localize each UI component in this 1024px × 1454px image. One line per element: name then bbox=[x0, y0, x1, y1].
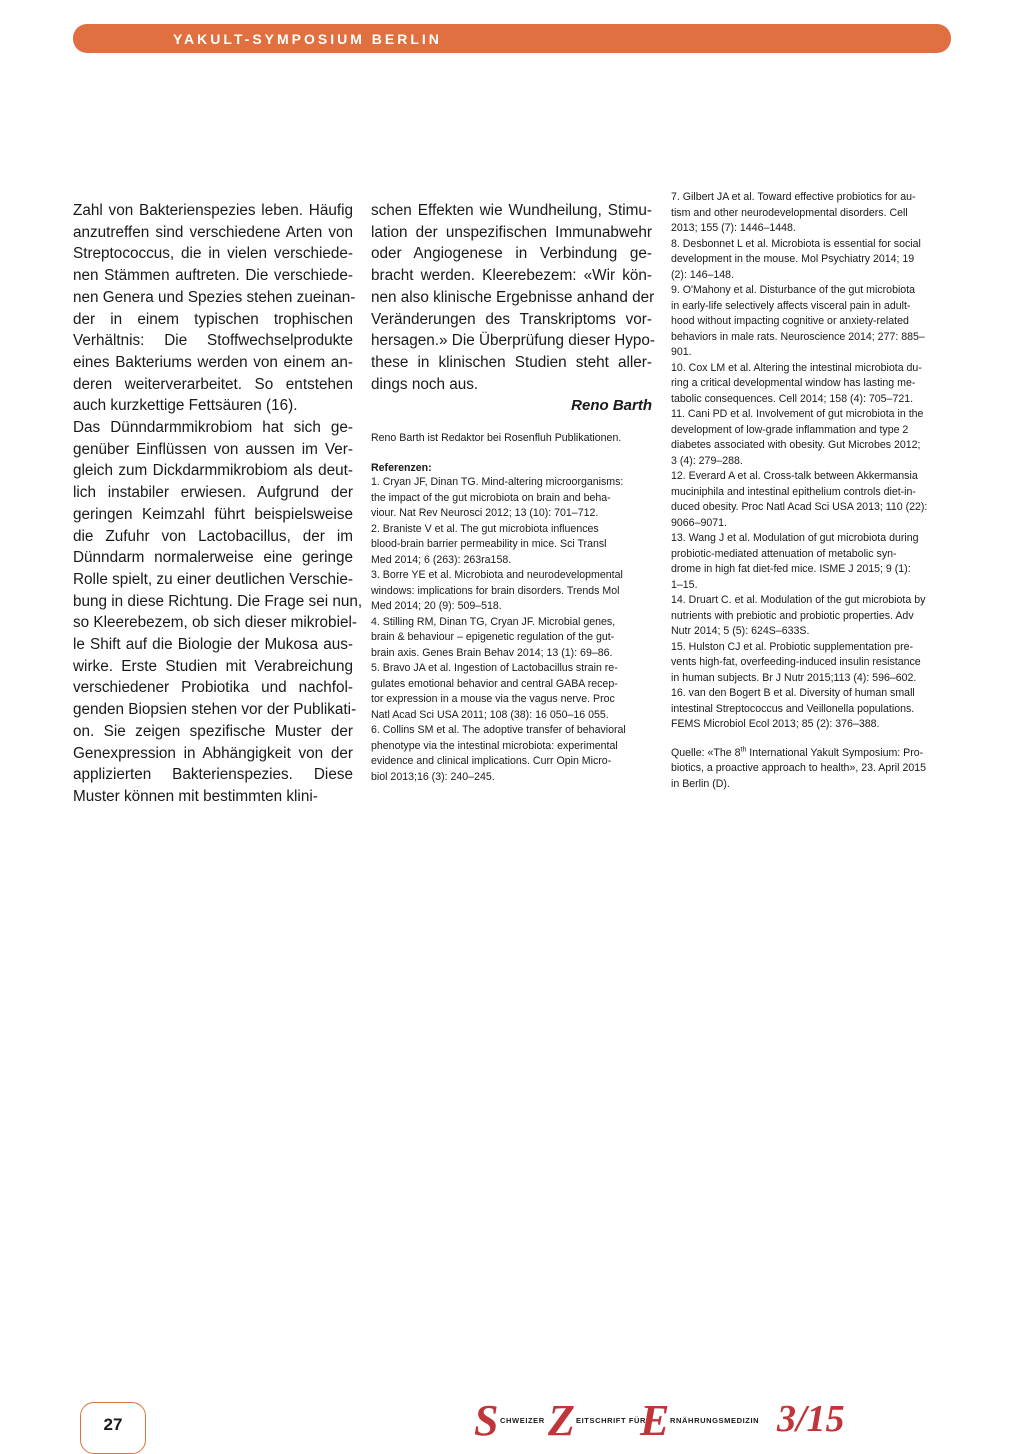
paragraph-3 bbox=[371, 200, 656, 395]
reference-line: nutrients with prebiotic and probiotic properties. Adv bbox=[671, 609, 914, 622]
text-line: nen also klinische Ergebnisse anhand der bbox=[371, 288, 655, 306]
article-column-2 bbox=[371, 200, 656, 785]
reference-item bbox=[671, 686, 950, 733]
reference-line: brain axis. Genes Brain Behav 2014; 13 (1): 69–86. bbox=[371, 646, 613, 659]
reference-line: 9. O'Mahony et al. Disturbance of the gut microbiota bbox=[671, 284, 916, 296]
reference-line: 11. Cani PD et al. Involvement of gut microbiota in the bbox=[671, 408, 924, 420]
text-line: so Kleerebezem, ob sich dieser mikrobiel- bbox=[73, 614, 357, 632]
text-line: on. Sie zeigen spezifische Muster der bbox=[73, 722, 353, 740]
reference-line: duced obesity. Proc Natl Acad Sci USA 2013; 110 (22): bbox=[671, 501, 928, 513]
reference-line: 7. Gilbert JA et al. Toward effective probiotics for au- bbox=[671, 191, 916, 203]
reference-line: Med 2014; 20 (9): 509–518. bbox=[371, 600, 502, 613]
text-line: le Shift auf die Biologie der Mukosa aus- bbox=[73, 636, 353, 654]
source-pre: Quelle: «The 8 bbox=[671, 746, 741, 759]
reference-item bbox=[371, 475, 652, 522]
reference-item bbox=[671, 531, 950, 593]
reference-line: 3 (4): 279–288. bbox=[671, 454, 743, 467]
header-bar bbox=[73, 24, 951, 53]
reference-line: 2013; 155 (7): 1446–1448. bbox=[671, 222, 796, 234]
reference-line: ring a critical developmental window has lasting me- bbox=[671, 377, 916, 389]
journal-letter-z: Z bbox=[548, 1396, 575, 1445]
reference-line: windows: implications for brain disorders. Trends Mol bbox=[371, 584, 620, 597]
reference-line: tism and other neurodevelopmental disorders. Cell bbox=[671, 206, 908, 219]
text-line: lation der unspezifischen Immunabwehr bbox=[371, 223, 652, 241]
reference-line: evidence and clinical implications. Curr Opin Micro- bbox=[371, 755, 612, 768]
reference-item bbox=[671, 407, 950, 469]
text-line: Dünndarm normalerweise eine geringe bbox=[73, 549, 353, 567]
text-line: geringen Keimzahl führt beispielsweise bbox=[73, 505, 353, 523]
text-line: bung in diese Richtung. Die Frage sei nun, bbox=[73, 592, 363, 610]
page-number-box bbox=[80, 1402, 146, 1454]
text-line: deren weiterverarbeitet. So entstehen bbox=[73, 375, 353, 393]
reference-item bbox=[671, 640, 950, 687]
reference-line: probiotic-mediated attenuation of metabolic syn- bbox=[671, 547, 897, 560]
reference-item bbox=[371, 615, 652, 662]
text-line: these in klinischen Studien steht aller- bbox=[371, 353, 652, 371]
reference-line: hood without impacting cognitive or anxiety-related bbox=[671, 315, 909, 327]
reference-line: 5. Bravo JA et al. Ingestion of Lactobacillus strain re- bbox=[371, 662, 618, 675]
reference-line: blood-brain barrier permeability in mice. Sci Transl bbox=[371, 538, 607, 551]
reference-line: 16. van den Bogert B et al. Diversity of human small bbox=[671, 687, 915, 699]
author-note: Reno Barth ist Redaktor bei Rosenfluh Publikationen. bbox=[371, 432, 622, 445]
journal-word-2: EITSCHRIFT FÜR bbox=[576, 1416, 647, 1425]
text-line: genden Biopsien stehen vor der Publikati- bbox=[73, 701, 357, 719]
reference-line: gulates emotional behavior and central GABA recep- bbox=[371, 677, 618, 690]
reference-line: tabolic consequences. Cell 2014; 158 (4): 705–721. bbox=[671, 392, 914, 405]
reference-item bbox=[671, 469, 950, 531]
reference-item bbox=[671, 361, 950, 408]
text-line: eines Bakteriums werden von einem an- bbox=[73, 353, 353, 371]
reference-line: tor expression in a mouse via the vagus nerve. Proc bbox=[371, 693, 615, 706]
text-line: lich instabiler erwiesen. Aufgrund der bbox=[73, 484, 353, 502]
article-column-1 bbox=[73, 200, 363, 808]
reference-item bbox=[371, 568, 652, 615]
page-number: 27 bbox=[103, 1415, 123, 1434]
text-line: Das Dünndarmmikrobiom hat sich ge- bbox=[73, 419, 353, 437]
reference-line: 14. Druart C. et al. Modulation of the gut microbiota by bbox=[671, 594, 926, 606]
text-line: Streptococcus, die in vielen verschiede- bbox=[73, 245, 353, 263]
text-line: schen Effekten wie Wundheilung, Stimu- bbox=[371, 202, 652, 219]
text-line: nen Stämmen auftreten. Die verschiede- bbox=[73, 267, 353, 285]
reference-line: 3. Borre YE et al. Microbiota and neurodevelopmental bbox=[371, 569, 623, 582]
journal-letter-e: E bbox=[640, 1396, 670, 1445]
text-line: die Zufuhr von Lactobacillus, der im bbox=[73, 527, 353, 545]
reference-item bbox=[371, 723, 652, 785]
text-line: applizierten Bakterienspezies. Diese bbox=[73, 766, 353, 784]
paragraph-1 bbox=[73, 200, 356, 417]
reference-line: phenotype via the intestinal microbiota: experimental bbox=[371, 739, 618, 752]
text-line: der in einem typischen trophischen bbox=[73, 310, 353, 328]
text-line: Muster können mit bestimmten klini- bbox=[73, 787, 318, 805]
reference-line: viour. Nat Rev Neurosci 2012; 13 (10): 701–712. bbox=[371, 507, 599, 520]
header-title: YAKULT-SYMPOSIUM BERLIN bbox=[173, 31, 442, 47]
article-column-3 bbox=[671, 190, 950, 792]
reference-line: 8. Desbonnet L et al. Microbiota is essential for social bbox=[671, 237, 921, 250]
reference-line: Med 2014; 6 (263): 263ra158. bbox=[371, 553, 512, 566]
reference-line: 12. Everard A et al. Cross-talk between Akkermansia bbox=[671, 470, 918, 482]
reference-line: Nutr 2014; 5 (5): 624S–633S. bbox=[671, 625, 810, 637]
text-line: auch kurzkettige Fettsäuren (16). bbox=[73, 397, 298, 415]
text-line: anzutreffen sind verschiedene Arten von bbox=[73, 223, 353, 241]
reference-line: 6. Collins SM et al. The adoptive transfer of behavioral bbox=[371, 724, 626, 737]
source-post: International Yakult Symposium: Pro- bbox=[746, 746, 924, 759]
reference-line: 9066–9071. bbox=[671, 516, 727, 529]
reference-line: behaviors in male rats. Neuroscience 2014; 277: 885– bbox=[671, 330, 925, 343]
reference-line: diabetes associated with obesity. Gut Microbes 2012; bbox=[671, 439, 921, 451]
text-line: hersagen.» Die Überprüfung dieser Hypo- bbox=[371, 332, 656, 350]
reference-line: 13. Wang J et al. Modulation of gut microbiota during bbox=[671, 532, 919, 544]
text-line: genüber Einflüssen von aussen im Ver- bbox=[73, 440, 353, 458]
text-line: gleich zum Dickdarmmikrobiom als deut- bbox=[73, 462, 353, 480]
reference-item bbox=[371, 522, 652, 569]
reference-line: 2. Braniste V et al. The gut microbiota influences bbox=[371, 522, 599, 535]
text-line: bracht werden. Kleerebezem: «Wir kön- bbox=[371, 267, 652, 285]
reference-item bbox=[671, 237, 950, 284]
reference-item bbox=[371, 661, 652, 723]
reference-item bbox=[671, 283, 950, 361]
reference-line: 15. Hulston CJ et al. Probiotic supplementation pre- bbox=[671, 640, 914, 653]
journal-letter-s: S bbox=[474, 1396, 499, 1445]
reference-line: brain & behaviour – epigenetic regulation of the gut- bbox=[371, 631, 615, 644]
text-line: dings noch aus. bbox=[371, 375, 479, 393]
reference-item bbox=[671, 190, 950, 237]
reference-line: 901. bbox=[671, 346, 692, 358]
reference-line: biol 2013;16 (3): 240–245. bbox=[371, 770, 495, 783]
reference-line: 1. Cryan JF, Dinan TG. Mind-altering microorganisms: bbox=[371, 476, 624, 489]
source-line: in Berlin (D). bbox=[671, 777, 730, 790]
text-line: wirke. Erste Studien mit Verabreichung bbox=[73, 657, 353, 675]
reference-line: (2): 146–148. bbox=[671, 268, 735, 281]
issue-number: 3/15 bbox=[777, 1398, 845, 1440]
reference-list-1 bbox=[371, 475, 652, 785]
reference-line: development in the mouse. Mol Psychiatry 2014; 19 bbox=[671, 253, 915, 265]
text-line: Genexpression in Abhängigkeit von der bbox=[73, 744, 353, 762]
text-line: Rolle spielt, zu einer deutlichen Verschie- bbox=[73, 570, 353, 588]
text-line: nen Genera und Spezies stehen zueinan- bbox=[73, 288, 356, 306]
reference-item bbox=[671, 593, 950, 640]
reference-line: 1–15. bbox=[671, 578, 698, 591]
reference-line: muciniphila and intestinal epithelium controls diet-in- bbox=[671, 485, 916, 498]
reference-list-2 bbox=[671, 190, 950, 733]
journal-word-1: CHWEIZER bbox=[500, 1416, 545, 1425]
source-line: biotics, a proactive approach to health», 23. April 2015 bbox=[671, 762, 927, 774]
reference-line: 10. Cox LM et al. Altering the intestinal microbiota du- bbox=[671, 361, 922, 374]
reference-line: drome in high fat diet-fed mice. ISME J 2015; 9 (1): bbox=[671, 563, 911, 575]
reference-line: in human subjects. Br J Nutr 2015;113 (4): 596–602. bbox=[671, 671, 917, 684]
author-signature: Reno Barth bbox=[571, 397, 652, 415]
text-line: Zahl von Bakterienspezies leben. Häufig bbox=[73, 202, 353, 219]
reference-line: vents high-fat, overfeeding-induced insulin resistance bbox=[671, 656, 921, 668]
reference-line: development of low-grade inflammation and type 2 bbox=[671, 423, 909, 436]
reference-line: FEMS Microbiol Ecol 2013; 85 (2): 376–388. bbox=[671, 718, 880, 730]
source-note bbox=[671, 746, 950, 793]
reference-line: Natl Acad Sci USA 2011; 108 (38): 16 050–16 055. bbox=[371, 708, 609, 721]
reference-line: in early-life selectively affects visceral pain in adult- bbox=[671, 299, 911, 312]
reference-line: intestinal Streptococcus and Veillonella populations. bbox=[671, 702, 915, 715]
reference-line: 4. Stilling RM, Dinan TG, Cryan JF. Microbial genes, bbox=[371, 615, 616, 628]
text-line: Verhältnis: Die Stoffwechselprodukte bbox=[73, 332, 353, 350]
text-line: Veränderungen des Transkriptoms vor- bbox=[371, 310, 652, 328]
references-heading: Referenzen: bbox=[371, 462, 432, 475]
source-sup: th bbox=[740, 745, 747, 753]
journal-word-3: RNÄHRUNGSMEDIZIN bbox=[670, 1416, 760, 1425]
text-line: verschiedener Probiotika und nachfol- bbox=[73, 679, 353, 697]
reference-line: the impact of the gut microbiota on brain and beha- bbox=[371, 491, 611, 504]
text-line: oder Angiogenese in Verbindung ge- bbox=[371, 245, 652, 263]
paragraph-2 bbox=[73, 417, 363, 808]
